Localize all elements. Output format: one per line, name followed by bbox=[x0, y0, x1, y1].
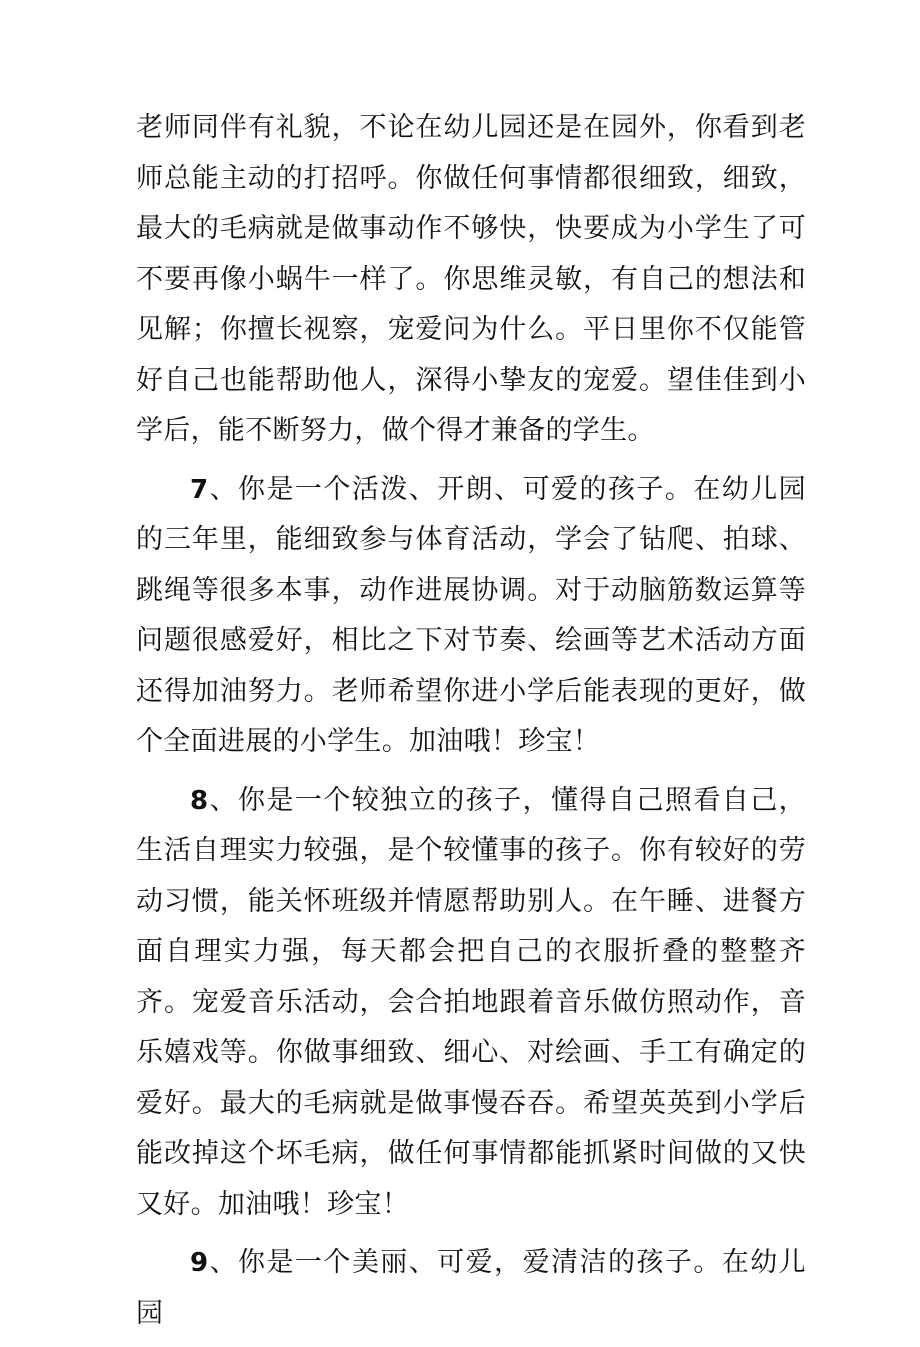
paragraph-9 bbox=[136, 1238, 806, 1339]
paragraph-7 bbox=[136, 465, 806, 768]
paragraph-text: 、你是一个活泼、开朗、可爱的孩子。在幼儿园的三年里，能细致参与体育活动，学会了钻爬、拍球、跳绳等很多本事，动作进展协调。对于动脑筋数运算等问题很感爱好，相比之下对节奏、绘画等艺术活动方面还得加油努力。老师希望你进小学后能表现的更好，做个全面进展的小学生。加油哦！珍宝！ bbox=[136, 473, 806, 757]
paragraph-text: 、你是一个美丽、可爱，爱清洁的孩子。在幼儿园 bbox=[136, 1247, 806, 1329]
paragraph-number: 7 bbox=[190, 474, 209, 505]
paragraph-text: 、你是一个较独立的孩子，懂得自己照看自己，生活自理实力较强，是个较懂事的孩子。你有较好的劳动习惯，能关怀班级并情愿帮助别人。在午睡、进餐方面自理实力强，每天都会把自己的衣服折叠的整整齐齐。宠爱音乐活动，会合拍地跟着音乐做仿照动作，音乐嬉戏等。你做事细致、细心、对绘画、手工有确定的爱好。最大的毛病就是做事慢吞吞。希望英英到小学后能改掉这个坏毛病，做任何事情都能抓紧时间做的又快又好。加油哦！珍宝！ bbox=[136, 784, 806, 1220]
paragraph-8 bbox=[136, 776, 806, 1231]
paragraph-continued bbox=[136, 103, 806, 457]
document-body bbox=[136, 103, 806, 1347]
paragraph-text: 老师同伴有礼貌，不论在幼儿园还是在园外，你看到老师总能主动的打招呼。你做任何事情都很细致，细致，最大的毛病就是做事动作不够快，快要成为小学生了可不要再像小蜗牛一样了。你思维灵敏，有自己的想法和见解；你擅长视察，宠爱问为什么。平日里你不仅能管好自己也能帮助他人，深得小挚友的宠爱。望佳佳到小学后，能不断努力，做个得才兼备的学生。 bbox=[136, 112, 806, 446]
paragraph-number: 8 bbox=[190, 785, 209, 816]
paragraph-number: 9 bbox=[190, 1248, 209, 1278]
